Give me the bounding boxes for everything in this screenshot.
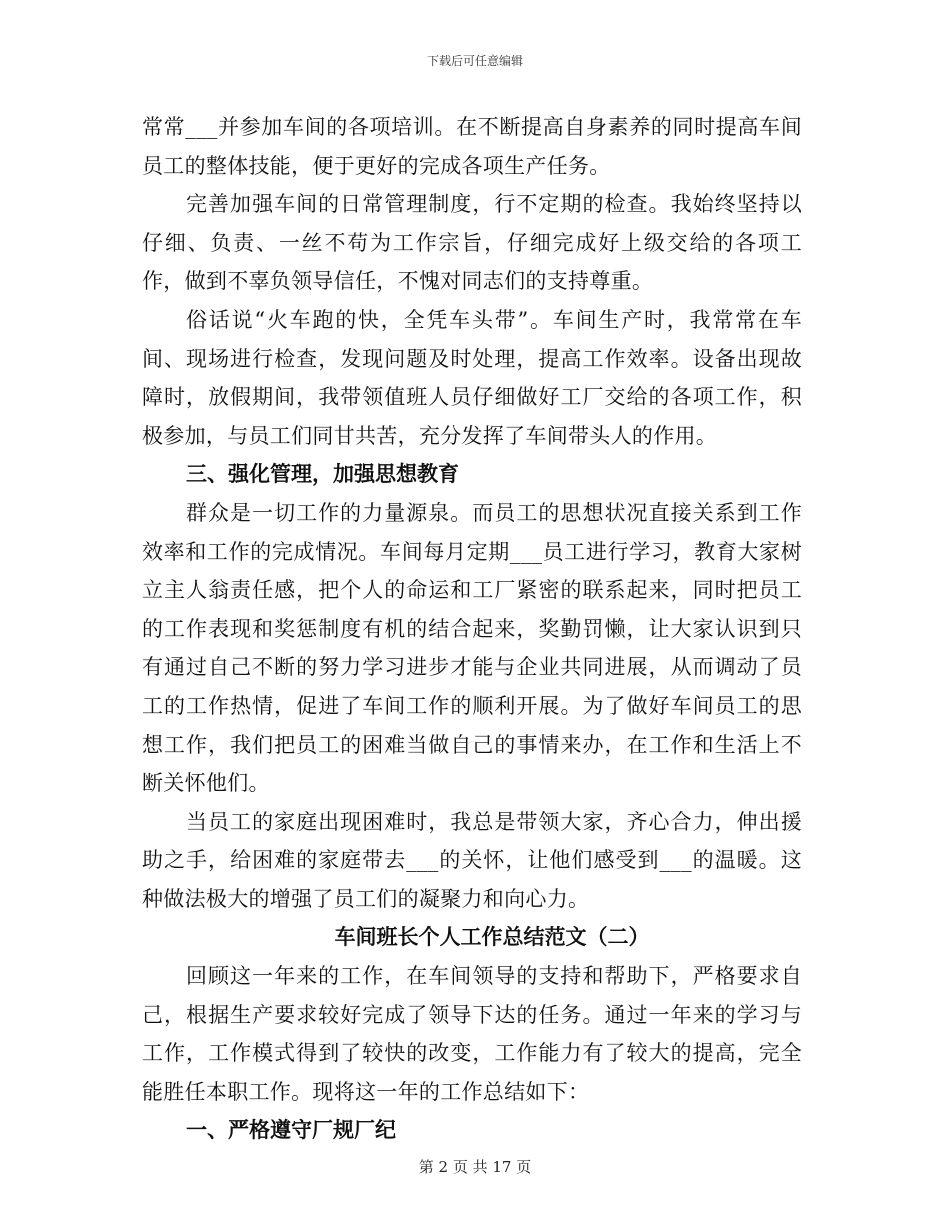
- paragraph-family-support: 当员工的家庭出现困难时，我总是带领大家，齐心合力，伸出援助之手，给困难的家庭带去___的关怀，让他们感受到___的温暖。这种做法极大的增强了员工们的凝聚力和向心力。: [142, 809, 802, 911]
- document-body: [142, 108, 802, 1150]
- header-note: 下载后可任意编辑: [426, 54, 523, 68]
- paragraph-review: 回顾这一年来的工作，在车间领导的支持和帮助下，严格要求自己，根据生产要求较好完成了领导下达的任务。通过一年来的学习与工作，工作模式得到了较快的改变，工作能力有了较大的提高，完全能胜任本职工作。现将这一年的工作总结如下：: [142, 964, 802, 1104]
- section-heading-3: 三、强化管理，加强思想教育: [186, 461, 459, 487]
- document-subtitle: 车间班长个人工作总结范文（二）: [334, 924, 650, 950]
- page-number: 第 2 页 共 17 页: [418, 1158, 532, 1176]
- section-heading-1: 一、严格遵守厂规厂纪: [186, 1117, 396, 1143]
- paragraph-ideological-education: 群众是一切工作的力量源泉。而员工的思想状况直接关系到工作效率和工作的完成情况。车间每月定期___员工进行学习，教育大家树立主人翁责任感，把个人的命运和工厂紧密的联系起来，同时把员工的工作表现和奖惩制度有机的结合起来，奖勤罚懒，让大家认识到只有通过自己不断的努力学习进步才能与企业共同进展，从而调动了员工的工作热情，促进了车间工作的顺利开展。为了做好车间员工的思想工作，我们把员工的困难当做自己的事情来办，在工作和生活上不断关怀他们。: [142, 500, 802, 796]
- paragraph-training: 常常___并参加车间的各项培训。在不断提高自身素养的同时提高车间员工的整体技能，便于更好的完成各项生产任务。: [142, 115, 802, 178]
- paragraph-management-system: 完善加强车间的日常管理制度，行不定期的检查。我始终坚持以仔细、负责、一丝不苟为工作宗旨，仔细完成好上级交给的各项工作，做到不辜负领导信任，不愧对同志们的支持尊重。: [142, 192, 802, 294]
- paragraph-leadership: 俗话说“火车跑的快，全凭车头带”。车间生产时，我常常在车间、现场进行检查，发现问题及时处理，提高工作效率。设备出现故障时，放假期间，我带领值班人员仔细做好工厂交给的各项工作，积极参加，与员工们同甘共苦，充分发挥了车间带头人的作用。: [142, 307, 802, 448]
